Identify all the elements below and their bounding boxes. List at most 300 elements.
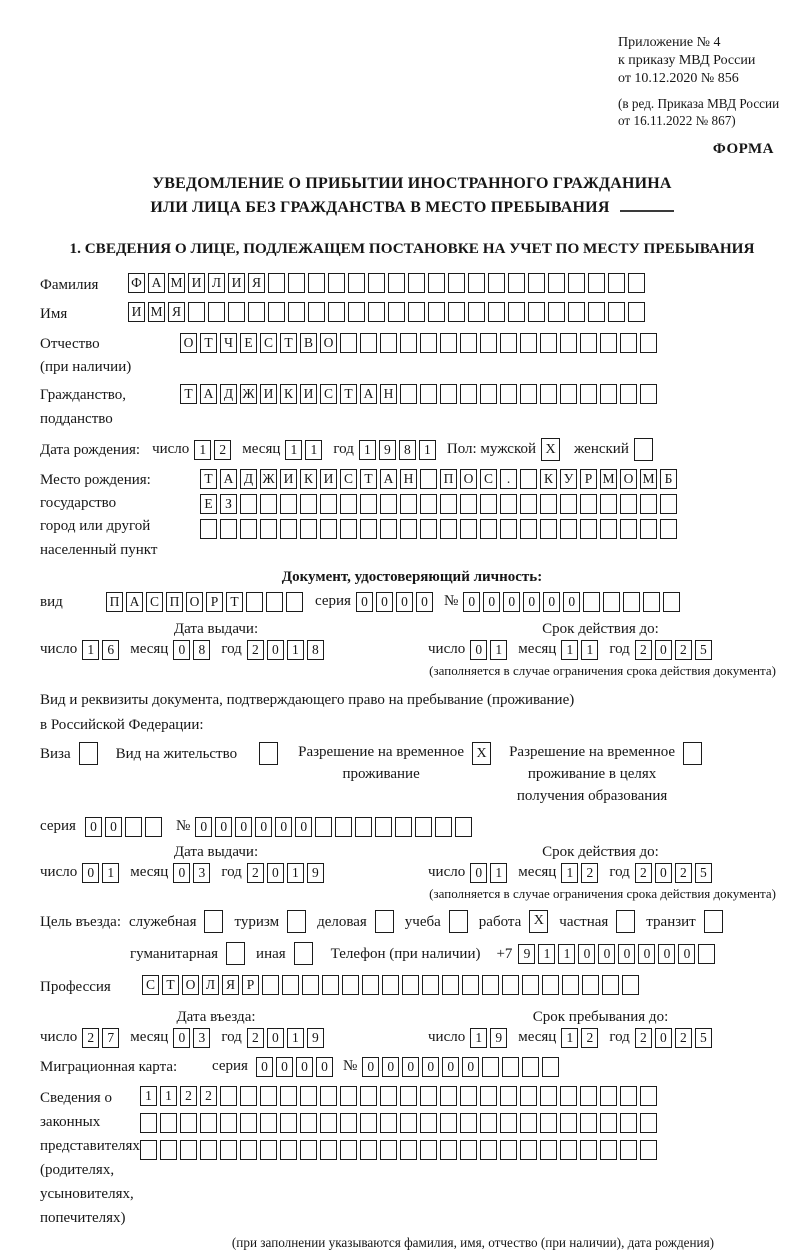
form-cell[interactable] bbox=[520, 519, 537, 539]
form-cell[interactable]: 1 bbox=[490, 863, 507, 883]
purpose-transit-checkbox[interactable] bbox=[704, 910, 723, 933]
form-cell[interactable]: 0 bbox=[470, 640, 487, 660]
form-cell[interactable] bbox=[520, 1140, 537, 1160]
form-cell[interactable] bbox=[440, 1086, 457, 1106]
form-cell[interactable]: 2 bbox=[675, 863, 692, 883]
form-cell[interactable]: В bbox=[300, 333, 317, 353]
visa-checkbox[interactable] bbox=[79, 742, 98, 765]
form-cell[interactable] bbox=[500, 1086, 517, 1106]
form-cell[interactable] bbox=[560, 333, 577, 353]
form-cell[interactable] bbox=[448, 273, 465, 293]
form-cell[interactable] bbox=[240, 1086, 257, 1106]
form-cell[interactable] bbox=[600, 333, 617, 353]
form-cell[interactable] bbox=[583, 592, 600, 612]
form-cell[interactable]: 2 bbox=[635, 640, 652, 660]
form-cell[interactable]: М bbox=[168, 273, 185, 293]
form-cell[interactable]: 0 bbox=[470, 863, 487, 883]
form-cell[interactable] bbox=[280, 494, 297, 514]
form-cell[interactable]: 0 bbox=[422, 1057, 439, 1077]
form-cell[interactable]: 1 bbox=[419, 440, 436, 460]
form-cell[interactable]: 0 bbox=[503, 592, 520, 612]
form-cell[interactable] bbox=[542, 1057, 559, 1077]
form-cell[interactable] bbox=[568, 302, 585, 322]
form-cell[interactable] bbox=[480, 494, 497, 514]
form-cell[interactable] bbox=[240, 1140, 257, 1160]
form-cell[interactable]: М bbox=[600, 469, 617, 489]
form-cell[interactable]: Р bbox=[580, 469, 597, 489]
form-cell[interactable] bbox=[260, 1113, 277, 1133]
form-cell[interactable] bbox=[480, 1113, 497, 1133]
form-cell[interactable]: 1 bbox=[305, 440, 322, 460]
form-cell[interactable] bbox=[488, 273, 505, 293]
form-cell[interactable] bbox=[420, 1140, 437, 1160]
form-cell[interactable]: 1 bbox=[561, 640, 578, 660]
form-cell[interactable] bbox=[340, 1113, 357, 1133]
form-cell[interactable] bbox=[660, 519, 677, 539]
form-cell[interactable]: И bbox=[188, 273, 205, 293]
form-cell[interactable] bbox=[360, 519, 377, 539]
form-cell[interactable] bbox=[160, 1140, 177, 1160]
form-cell[interactable] bbox=[400, 384, 417, 404]
form-cell[interactable]: 0 bbox=[678, 944, 695, 964]
form-cell[interactable] bbox=[380, 1086, 397, 1106]
form-cell[interactable]: 1 bbox=[140, 1086, 157, 1106]
form-cell[interactable] bbox=[420, 384, 437, 404]
form-cell[interactable] bbox=[402, 975, 419, 995]
form-cell[interactable] bbox=[300, 494, 317, 514]
form-cell[interactable]: 1 bbox=[287, 863, 304, 883]
form-cell[interactable] bbox=[500, 519, 517, 539]
form-cell[interactable] bbox=[460, 494, 477, 514]
form-cell[interactable] bbox=[528, 273, 545, 293]
form-cell[interactable]: 8 bbox=[307, 640, 324, 660]
form-cell[interactable]: 0 bbox=[195, 817, 212, 837]
form-cell[interactable] bbox=[188, 302, 205, 322]
purpose-private-checkbox[interactable] bbox=[616, 910, 635, 933]
form-cell[interactable] bbox=[246, 592, 263, 612]
form-cell[interactable] bbox=[400, 494, 417, 514]
form-cell[interactable] bbox=[380, 494, 397, 514]
form-cell[interactable] bbox=[440, 1140, 457, 1160]
form-cell[interactable]: 1 bbox=[194, 440, 211, 460]
form-cell[interactable] bbox=[588, 302, 605, 322]
form-cell[interactable] bbox=[608, 273, 625, 293]
form-cell[interactable] bbox=[568, 273, 585, 293]
form-cell[interactable]: 3 bbox=[193, 1028, 210, 1048]
form-cell[interactable]: О bbox=[460, 469, 477, 489]
form-cell[interactable]: 1 bbox=[558, 944, 575, 964]
form-cell[interactable]: 1 bbox=[287, 640, 304, 660]
form-cell[interactable]: 0 bbox=[442, 1057, 459, 1077]
form-cell[interactable]: Т bbox=[200, 469, 217, 489]
form-cell[interactable]: С bbox=[260, 333, 277, 353]
form-cell[interactable] bbox=[468, 302, 485, 322]
form-cell[interactable]: Т bbox=[340, 384, 357, 404]
form-cell[interactable]: П bbox=[440, 469, 457, 489]
form-cell[interactable]: А bbox=[220, 469, 237, 489]
form-cell[interactable]: М bbox=[640, 469, 657, 489]
form-cell[interactable] bbox=[500, 494, 517, 514]
form-cell[interactable]: У bbox=[560, 469, 577, 489]
form-cell[interactable]: 0 bbox=[463, 592, 480, 612]
form-cell[interactable] bbox=[582, 975, 599, 995]
form-cell[interactable] bbox=[342, 975, 359, 995]
form-cell[interactable] bbox=[640, 384, 657, 404]
form-cell[interactable] bbox=[355, 817, 372, 837]
form-cell[interactable]: П bbox=[166, 592, 183, 612]
form-cell[interactable]: 1 bbox=[160, 1086, 177, 1106]
form-cell[interactable]: 0 bbox=[523, 592, 540, 612]
form-cell[interactable]: Ж bbox=[240, 384, 257, 404]
form-cell[interactable] bbox=[560, 494, 577, 514]
form-cell[interactable] bbox=[698, 944, 715, 964]
form-cell[interactable] bbox=[440, 519, 457, 539]
form-cell[interactable]: 2 bbox=[675, 640, 692, 660]
form-cell[interactable] bbox=[266, 592, 283, 612]
form-cell[interactable] bbox=[442, 975, 459, 995]
form-cell[interactable]: 0 bbox=[362, 1057, 379, 1077]
form-cell[interactable] bbox=[280, 1140, 297, 1160]
residence-permit-checkbox[interactable] bbox=[259, 742, 278, 765]
form-cell[interactable] bbox=[620, 384, 637, 404]
form-cell[interactable]: 0 bbox=[173, 1028, 190, 1048]
form-cell[interactable] bbox=[455, 817, 472, 837]
form-cell[interactable]: С bbox=[340, 469, 357, 489]
form-cell[interactable] bbox=[145, 817, 162, 837]
form-cell[interactable]: Т bbox=[200, 333, 217, 353]
form-cell[interactable]: А bbox=[380, 469, 397, 489]
form-cell[interactable] bbox=[440, 333, 457, 353]
form-cell[interactable] bbox=[600, 384, 617, 404]
form-cell[interactable] bbox=[520, 1086, 537, 1106]
form-cell[interactable] bbox=[280, 1086, 297, 1106]
form-cell[interactable] bbox=[380, 519, 397, 539]
form-cell[interactable]: 0 bbox=[655, 640, 672, 660]
form-cell[interactable]: 7 bbox=[102, 1028, 119, 1048]
form-cell[interactable] bbox=[440, 384, 457, 404]
form-cell[interactable]: И bbox=[228, 273, 245, 293]
form-cell[interactable]: А bbox=[148, 273, 165, 293]
form-cell[interactable] bbox=[468, 273, 485, 293]
form-cell[interactable] bbox=[435, 817, 452, 837]
form-cell[interactable] bbox=[663, 592, 680, 612]
form-cell[interactable] bbox=[140, 1140, 157, 1160]
form-cell[interactable]: 5 bbox=[695, 1028, 712, 1048]
form-cell[interactable]: 1 bbox=[285, 440, 302, 460]
form-cell[interactable] bbox=[382, 975, 399, 995]
form-cell[interactable] bbox=[580, 1086, 597, 1106]
form-cell[interactable] bbox=[300, 1086, 317, 1106]
form-cell[interactable] bbox=[660, 494, 677, 514]
form-cell[interactable] bbox=[400, 333, 417, 353]
form-cell[interactable] bbox=[400, 1113, 417, 1133]
form-cell[interactable] bbox=[540, 384, 557, 404]
form-cell[interactable] bbox=[262, 975, 279, 995]
form-cell[interactable]: 0 bbox=[275, 817, 292, 837]
form-cell[interactable] bbox=[620, 1086, 637, 1106]
purpose-other-checkbox[interactable] bbox=[294, 942, 313, 965]
form-cell[interactable] bbox=[220, 519, 237, 539]
form-cell[interactable] bbox=[640, 494, 657, 514]
form-cell[interactable]: Я bbox=[248, 273, 265, 293]
form-cell[interactable]: Т bbox=[226, 592, 243, 612]
form-cell[interactable]: 0 bbox=[658, 944, 675, 964]
form-cell[interactable] bbox=[602, 975, 619, 995]
form-cell[interactable] bbox=[268, 302, 285, 322]
form-cell[interactable]: Л bbox=[208, 273, 225, 293]
form-cell[interactable] bbox=[502, 975, 519, 995]
form-cell[interactable] bbox=[200, 1113, 217, 1133]
form-cell[interactable]: И bbox=[128, 302, 145, 322]
form-cell[interactable]: 0 bbox=[376, 592, 393, 612]
form-cell[interactable]: З bbox=[220, 494, 237, 514]
form-cell[interactable]: С bbox=[320, 384, 337, 404]
form-cell[interactable] bbox=[548, 273, 565, 293]
form-cell[interactable] bbox=[560, 1140, 577, 1160]
form-cell[interactable]: 2 bbox=[635, 863, 652, 883]
form-cell[interactable] bbox=[300, 1113, 317, 1133]
form-cell[interactable] bbox=[460, 519, 477, 539]
form-cell[interactable]: Р bbox=[242, 975, 259, 995]
form-cell[interactable] bbox=[320, 1140, 337, 1160]
form-cell[interactable]: 0 bbox=[255, 817, 272, 837]
form-cell[interactable] bbox=[440, 1113, 457, 1133]
form-cell[interactable]: 0 bbox=[82, 863, 99, 883]
form-cell[interactable]: Р bbox=[206, 592, 223, 612]
form-cell[interactable]: А bbox=[200, 384, 217, 404]
form-cell[interactable]: 0 bbox=[598, 944, 615, 964]
form-cell[interactable] bbox=[240, 1113, 257, 1133]
form-cell[interactable] bbox=[368, 302, 385, 322]
form-cell[interactable] bbox=[620, 1140, 637, 1160]
form-cell[interactable] bbox=[542, 975, 559, 995]
form-cell[interactable] bbox=[540, 519, 557, 539]
form-cell[interactable] bbox=[500, 1113, 517, 1133]
purpose-business-checkbox[interactable] bbox=[375, 910, 394, 933]
form-cell[interactable]: 0 bbox=[85, 817, 102, 837]
form-cell[interactable]: И bbox=[260, 384, 277, 404]
form-cell[interactable]: 1 bbox=[538, 944, 555, 964]
form-cell[interactable]: Б bbox=[660, 469, 677, 489]
form-cell[interactable] bbox=[420, 494, 437, 514]
form-cell[interactable] bbox=[200, 1140, 217, 1160]
form-cell[interactable]: 0 bbox=[267, 863, 284, 883]
form-cell[interactable] bbox=[328, 302, 345, 322]
purpose-tourism-checkbox[interactable] bbox=[287, 910, 306, 933]
form-cell[interactable] bbox=[540, 1140, 557, 1160]
form-cell[interactable] bbox=[502, 1057, 519, 1077]
form-cell[interactable]: О bbox=[320, 333, 337, 353]
form-cell[interactable] bbox=[320, 1086, 337, 1106]
form-cell[interactable]: Д bbox=[240, 469, 257, 489]
form-cell[interactable]: О bbox=[620, 469, 637, 489]
form-cell[interactable] bbox=[300, 1140, 317, 1160]
title-blank-field[interactable] bbox=[620, 198, 674, 212]
form-cell[interactable]: 0 bbox=[267, 1028, 284, 1048]
form-cell[interactable] bbox=[340, 333, 357, 353]
form-cell[interactable] bbox=[640, 1140, 657, 1160]
form-cell[interactable]: 0 bbox=[462, 1057, 479, 1077]
form-cell[interactable]: 0 bbox=[295, 817, 312, 837]
purpose-humanitarian-checkbox[interactable] bbox=[226, 942, 245, 965]
form-cell[interactable] bbox=[620, 494, 637, 514]
form-cell[interactable] bbox=[580, 1113, 597, 1133]
form-cell[interactable] bbox=[482, 1057, 499, 1077]
form-cell[interactable]: 8 bbox=[399, 440, 416, 460]
form-cell[interactable] bbox=[640, 1086, 657, 1106]
form-cell[interactable]: 0 bbox=[382, 1057, 399, 1077]
form-cell[interactable]: И bbox=[320, 469, 337, 489]
form-cell[interactable] bbox=[580, 333, 597, 353]
form-cell[interactable] bbox=[620, 519, 637, 539]
form-cell[interactable]: А bbox=[126, 592, 143, 612]
form-cell[interactable]: Я bbox=[168, 302, 185, 322]
form-cell[interactable]: И bbox=[280, 469, 297, 489]
form-cell[interactable]: 1 bbox=[287, 1028, 304, 1048]
form-cell[interactable]: . bbox=[500, 469, 517, 489]
form-cell[interactable] bbox=[248, 302, 265, 322]
form-cell[interactable] bbox=[220, 1086, 237, 1106]
form-cell[interactable]: 1 bbox=[359, 440, 376, 460]
form-cell[interactable]: А bbox=[360, 384, 377, 404]
form-cell[interactable]: 2 bbox=[247, 640, 264, 660]
form-cell[interactable]: П bbox=[106, 592, 123, 612]
form-cell[interactable]: 0 bbox=[578, 944, 595, 964]
form-cell[interactable] bbox=[540, 333, 557, 353]
form-cell[interactable] bbox=[643, 592, 660, 612]
form-cell[interactable] bbox=[282, 975, 299, 995]
form-cell[interactable] bbox=[580, 384, 597, 404]
form-cell[interactable]: Я bbox=[222, 975, 239, 995]
purpose-work-checkbox[interactable]: X bbox=[529, 910, 548, 933]
form-cell[interactable] bbox=[320, 1113, 337, 1133]
form-cell[interactable]: Ф bbox=[128, 273, 145, 293]
form-cell[interactable]: 1 bbox=[561, 863, 578, 883]
form-cell[interactable]: К bbox=[280, 384, 297, 404]
form-cell[interactable] bbox=[180, 1140, 197, 1160]
form-cell[interactable] bbox=[360, 1140, 377, 1160]
form-cell[interactable] bbox=[362, 975, 379, 995]
form-cell[interactable]: Ж bbox=[260, 469, 277, 489]
form-cell[interactable] bbox=[520, 469, 537, 489]
form-cell[interactable] bbox=[400, 519, 417, 539]
form-cell[interactable] bbox=[588, 273, 605, 293]
form-cell[interactable] bbox=[508, 273, 525, 293]
form-cell[interactable] bbox=[600, 519, 617, 539]
form-cell[interactable]: 0 bbox=[276, 1057, 293, 1077]
form-cell[interactable] bbox=[348, 302, 365, 322]
form-cell[interactable] bbox=[260, 1086, 277, 1106]
form-cell[interactable]: 2 bbox=[214, 440, 231, 460]
form-cell[interactable]: 0 bbox=[267, 640, 284, 660]
female-checkbox[interactable] bbox=[634, 438, 653, 461]
form-cell[interactable] bbox=[368, 273, 385, 293]
form-cell[interactable] bbox=[428, 273, 445, 293]
form-cell[interactable] bbox=[460, 1086, 477, 1106]
form-cell[interactable]: 0 bbox=[655, 1028, 672, 1048]
form-cell[interactable] bbox=[308, 302, 325, 322]
form-cell[interactable]: К bbox=[540, 469, 557, 489]
form-cell[interactable] bbox=[548, 302, 565, 322]
form-cell[interactable] bbox=[360, 1086, 377, 1106]
form-cell[interactable] bbox=[623, 592, 640, 612]
form-cell[interactable]: 0 bbox=[618, 944, 635, 964]
form-cell[interactable]: 0 bbox=[638, 944, 655, 964]
form-cell[interactable] bbox=[320, 494, 337, 514]
form-cell[interactable] bbox=[320, 519, 337, 539]
temp-residence-checkbox[interactable]: X bbox=[472, 742, 491, 765]
form-cell[interactable] bbox=[480, 333, 497, 353]
form-cell[interactable]: 1 bbox=[470, 1028, 487, 1048]
form-cell[interactable]: 0 bbox=[105, 817, 122, 837]
form-cell[interactable]: 9 bbox=[518, 944, 535, 964]
form-cell[interactable] bbox=[360, 333, 377, 353]
form-cell[interactable] bbox=[328, 273, 345, 293]
form-cell[interactable] bbox=[220, 1113, 237, 1133]
form-cell[interactable] bbox=[580, 1140, 597, 1160]
form-cell[interactable]: С bbox=[142, 975, 159, 995]
form-cell[interactable]: О bbox=[180, 333, 197, 353]
form-cell[interactable] bbox=[240, 519, 257, 539]
form-cell[interactable] bbox=[508, 302, 525, 322]
form-cell[interactable] bbox=[415, 817, 432, 837]
form-cell[interactable] bbox=[288, 302, 305, 322]
form-cell[interactable]: 9 bbox=[379, 440, 396, 460]
form-cell[interactable]: О bbox=[186, 592, 203, 612]
form-cell[interactable] bbox=[360, 494, 377, 514]
form-cell[interactable] bbox=[480, 1086, 497, 1106]
form-cell[interactable] bbox=[300, 519, 317, 539]
form-cell[interactable]: 1 bbox=[561, 1028, 578, 1048]
form-cell[interactable]: Н bbox=[400, 469, 417, 489]
form-cell[interactable] bbox=[228, 302, 245, 322]
form-cell[interactable]: 1 bbox=[490, 640, 507, 660]
form-cell[interactable] bbox=[580, 519, 597, 539]
form-cell[interactable] bbox=[340, 1140, 357, 1160]
form-cell[interactable] bbox=[622, 975, 639, 995]
form-cell[interactable] bbox=[260, 494, 277, 514]
form-cell[interactable]: 1 bbox=[581, 640, 598, 660]
form-cell[interactable] bbox=[540, 1086, 557, 1106]
form-cell[interactable]: Т bbox=[360, 469, 377, 489]
form-cell[interactable] bbox=[520, 494, 537, 514]
form-cell[interactable]: О bbox=[182, 975, 199, 995]
form-cell[interactable]: 5 bbox=[695, 863, 712, 883]
form-cell[interactable] bbox=[380, 1113, 397, 1133]
form-cell[interactable] bbox=[600, 1113, 617, 1133]
form-cell[interactable]: 0 bbox=[543, 592, 560, 612]
form-cell[interactable] bbox=[500, 384, 517, 404]
form-cell[interactable] bbox=[140, 1113, 157, 1133]
form-cell[interactable] bbox=[600, 1086, 617, 1106]
form-cell[interactable] bbox=[340, 1086, 357, 1106]
form-cell[interactable] bbox=[628, 273, 645, 293]
form-cell[interactable] bbox=[340, 519, 357, 539]
form-cell[interactable] bbox=[335, 817, 352, 837]
form-cell[interactable]: К bbox=[300, 469, 317, 489]
form-cell[interactable] bbox=[520, 333, 537, 353]
form-cell[interactable]: 0 bbox=[655, 863, 672, 883]
form-cell[interactable] bbox=[640, 519, 657, 539]
form-cell[interactable] bbox=[600, 1140, 617, 1160]
form-cell[interactable]: 1 bbox=[102, 863, 119, 883]
form-cell[interactable] bbox=[628, 302, 645, 322]
form-cell[interactable]: 0 bbox=[296, 1057, 313, 1077]
form-cell[interactable]: Е bbox=[240, 333, 257, 353]
form-cell[interactable]: 0 bbox=[256, 1057, 273, 1077]
form-cell[interactable] bbox=[422, 975, 439, 995]
form-cell[interactable]: 0 bbox=[235, 817, 252, 837]
